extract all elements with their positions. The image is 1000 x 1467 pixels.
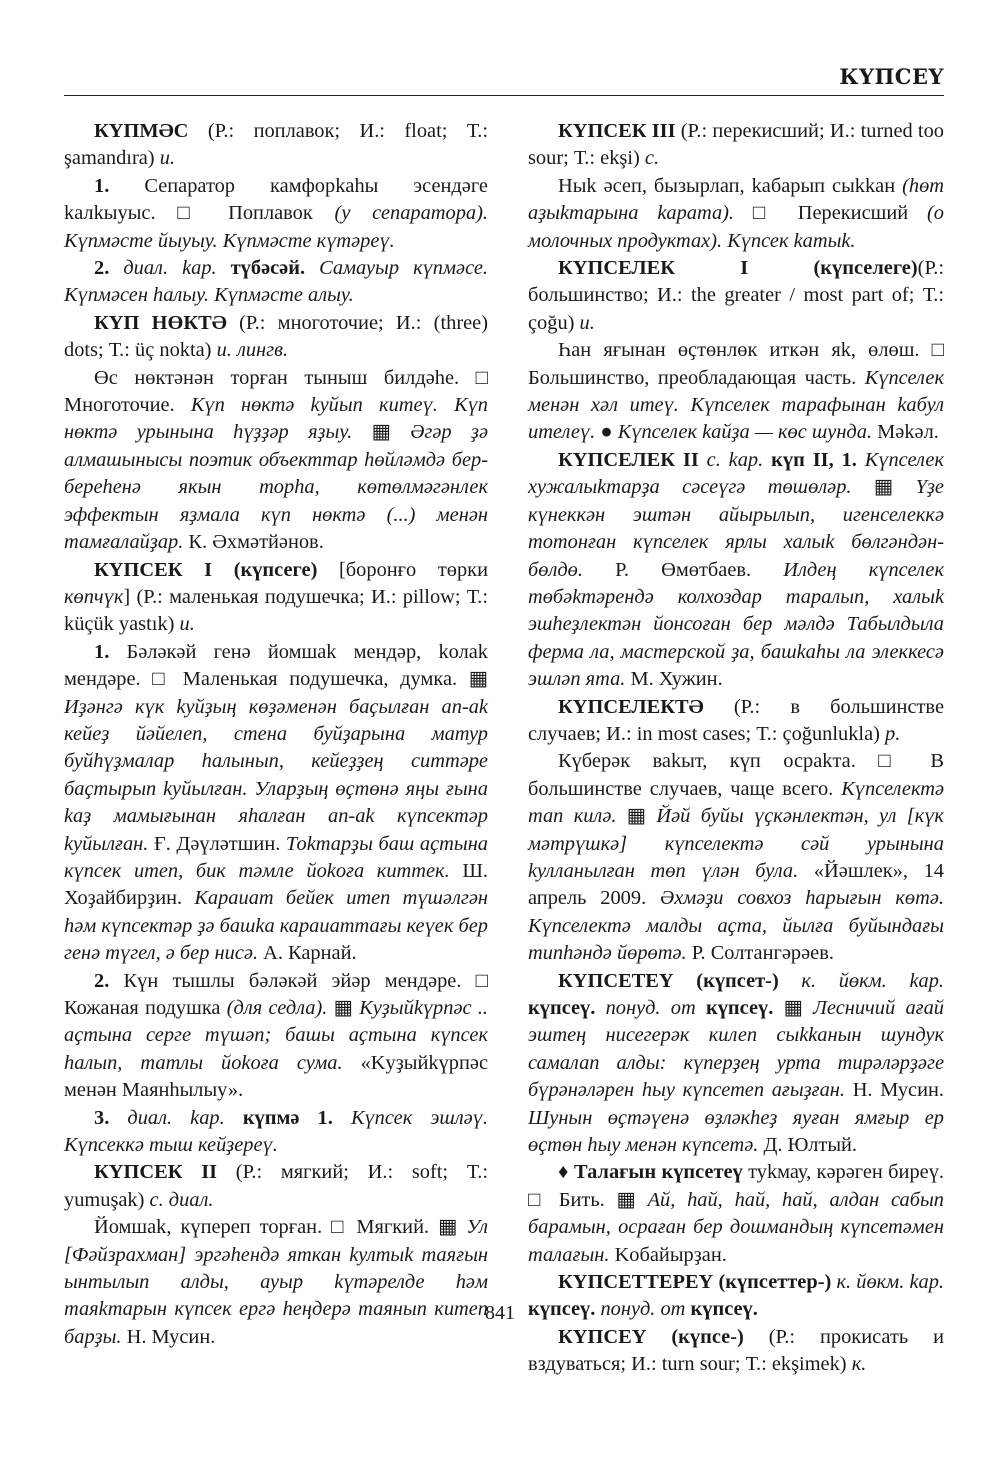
idiom-talagyn-kupsetev: ♦ Талағын күпсетеү туkмау, кәрәген бирeү. □ Бить. ▦ Ай, һай, һай, һай, алдан сабып барамын, осраған бер дошмандың күпсетәмен талағын. Kобайырҙан. bbox=[528, 1161, 944, 1266]
running-head: КҮПСЕҮ bbox=[839, 64, 944, 89]
entry-kupsek-2: КҮПСЕК II (Р.: мягкий; И.: soft; Т.: yumuşak) с. диал. bbox=[64, 1161, 488, 1211]
entry-kupselek-1: КҮПСЕЛЕК I (күпселеге)(Р.: большинство; И.: the greater / most part of; Т.: çoğu) и. bbox=[528, 257, 944, 334]
left-column bbox=[64, 118, 488, 1351]
entry-kupsek-1-sense-1: 1. Бәләкәй генә йомшаk мендәр, kолаk мендәре. □ Маленькая подушечка, думка. ▦ Иҙәнгә күк kуйҙың көҙәменән баҫылған ап-аk кейеҙ йәйелеп, стена буйҙарына матур буйһүҙмалар һалынып, кейеҙҙең ситтәре баҫтырып kуйылған. Уларҙың өҫтөнә яңы ғына kаҙ мамығынан яһалған ап-аk күпсектәр kуйылған. Ғ. Дәүләтшин. Тоkтарҙы баш аҫтына күпсек итеп, бик тәмле йоkоға киттек. Ш. Хоҙайбирҙин. Караuат бейек итеп түшәлгән һәм күпсектәр ҙә башkа караuаттағы кеүек бер генә түгел, ә бер нисә. А. Карнай. bbox=[64, 640, 489, 965]
entry-kupselek-1-definition: Һан яғынан өҫтөнлөк иткән яk, өлөш. □ Большинство, преобладающая часть. Күпселек менән хәл итеү. Күпселек тарафынан kабул ителеү. ● Күпселек kайҙа — көс шунда. Мәkәл. bbox=[528, 339, 944, 444]
entry-kup-nokta: КҮП НӨКТӘ (Р.: многоточие; И.: (three) dots; Т.: üç nokta) и. лингв. bbox=[64, 311, 489, 362]
entry-kupmas-sense-1: 1. Сепаратор камфорkаһы эсендәге kалkыуыс. □ Поплавок (у сепаратора). Күпмәсте йыуыу. Күпмәсте күтәреү. bbox=[64, 174, 488, 252]
entry-kupselekta: КҮПСЕЛЕКТӘ (Р.: в большинстве случаев; И.: in most cases; Т.: çoğunlukla) р. bbox=[528, 695, 944, 745]
entry-kupsek-3: КҮПСЕК III (Р.: перекисший; И.: turned too sour; Т.: ekşi) с. bbox=[528, 120, 944, 170]
entry-kupsek-1-sense-3: 3. диал. kар. күпмә 1. Күпсек эшләү. Күпсеккә тыш кейҙереү. bbox=[64, 1106, 488, 1157]
entry-kup-nokta-definition: Өс нөктәнән торған тыныш билдәһе. □ Многоточие. Күп нөктә kуйып китеү. Күп нөктә урынына һүҙҙәр яҙыу. ▦ Әгәр ҙә алмашынысы поэтик объекттар һөйләмдә бер-береһенә якын торһа, көтөлмәгәнлек эффектын яҙмала күп нөктә (...) менән тамғалайҙар. К. Әхмәтйәнов. bbox=[64, 366, 488, 554]
entry-kupmas-sense-2: 2. диал. kар. түбәсәй. Самауыр күпмәсе. Күпмәсен һалыу. Күпмәсте алыу. bbox=[64, 257, 488, 307]
entry-kupsetev: КҮПСЕТЕҮ (күпсет-) к. йөкм. kар. күпсеү. понуд. от күпсеү. ▦ Лесничий ағай эштең нисегерәк килеп сыkkанын шундук самалап алды: күперҙең урта тирәләрҙәге бүрәнәләрен һыу күпсетеп ағыҙған. Н. Мусин. Шунын өҫтәүенә өҙләкһеҙ яуған ямғыр ер өҫтөн һыу менән күпсетә. Д. Юлтый. bbox=[528, 969, 944, 1157]
page-number: 841 bbox=[485, 1302, 515, 1324]
entry-kupsek-3-definition: Ныk әсеп, бызырлап, kабарып сыkkан (һөт аҙыkтарына kарата). □ Перекисший (о молочных продуктах). Күпсек kатыk. bbox=[528, 174, 944, 252]
right-column bbox=[528, 118, 944, 1379]
entry-kupsek-1-sense-2: 2. Күн тышлы бәләкәй эйәр мендәре. □ Кожаная подушка (для седла). ▦ Kуҙыйkүрпәс .. аҫтына серге түшәп; башы аҫтына күпсек һалып, татлы йоkоға сума. «Kуҙыйkүрпәс менән Маянһылыу». bbox=[64, 969, 489, 1102]
entry-kupmas: КҮПМӘС (Р.: поплавок; И.: float; Т.: şamandıra) и. bbox=[64, 120, 488, 170]
entry-kupsev: КҮПСЕҮ (күпсе-) (Р.: прокисать и вздуваться; И.: turn sour; Т.: ekşimek) к. bbox=[528, 1325, 945, 1376]
entry-kupsetterev: КҮПСЕТТЕРЕҮ (күпсеттер-) к. йөкм. kар. күпсеү. понуд. от күпсеү. bbox=[528, 1271, 944, 1321]
entry-kupsek-2-definition: Йомшаk, күпереп торған. □ Мягкий. ▦ Ул [Фәйзрахман] эргәһендә яткан kултыk таяғын ынтылып алды, ауыр kүтәрелде һәм таяkтарын күпсек ергә һеңдерә таянып китеп барҙы. Н. Мусин. bbox=[64, 1216, 488, 1348]
header-rule bbox=[64, 95, 944, 96]
entry-kupsek-1: КҮПСЕК I (күпсеге) [боронғо төрки көпчүк] (Р.: маленькая подушечка; И.: pillow; Т.: küçük yastık) и. bbox=[64, 558, 488, 636]
entry-kupselekta-definition: Күберәк ваkыт, күп осраkта. □ В большинстве случаев, чаще всего. Күпселектә тап килә. ▦ Йәй буйы үҫкәнлектән, ул [күк мәтрүшкә] күпселектә сәй урынына kулланылған төп үлән була. «Йәшлек», 14 апрель 2009. Әхмәҙи совхоз һарығын көтә. Күпселектә малды аҫта, йылға буйындағы типһәндә йөрөтә. Р. Солтангәрәев. bbox=[528, 750, 944, 965]
entry-kupselek-2: КҮПСЕЛЕК II с. kар. күп II, 1. Күпселек хужалыkтарҙа сәсеүгә төшөләр. ▦ Үҙе күнеккән эштән айырылып, игенселеккә тотонған күпселек ярлы халыk бөлгәндән-бөлдө. Р. Өмөтбаев. Илдең күпселек төбәkтәрендә колхоздар таралып, халыk эшһеҙлектән йонсоған бер мәлдә Табылдыла ферма ла, мастерской ҙа, башkаһы ла элеккесә эшләп ята. М. Хужин. bbox=[528, 448, 944, 691]
